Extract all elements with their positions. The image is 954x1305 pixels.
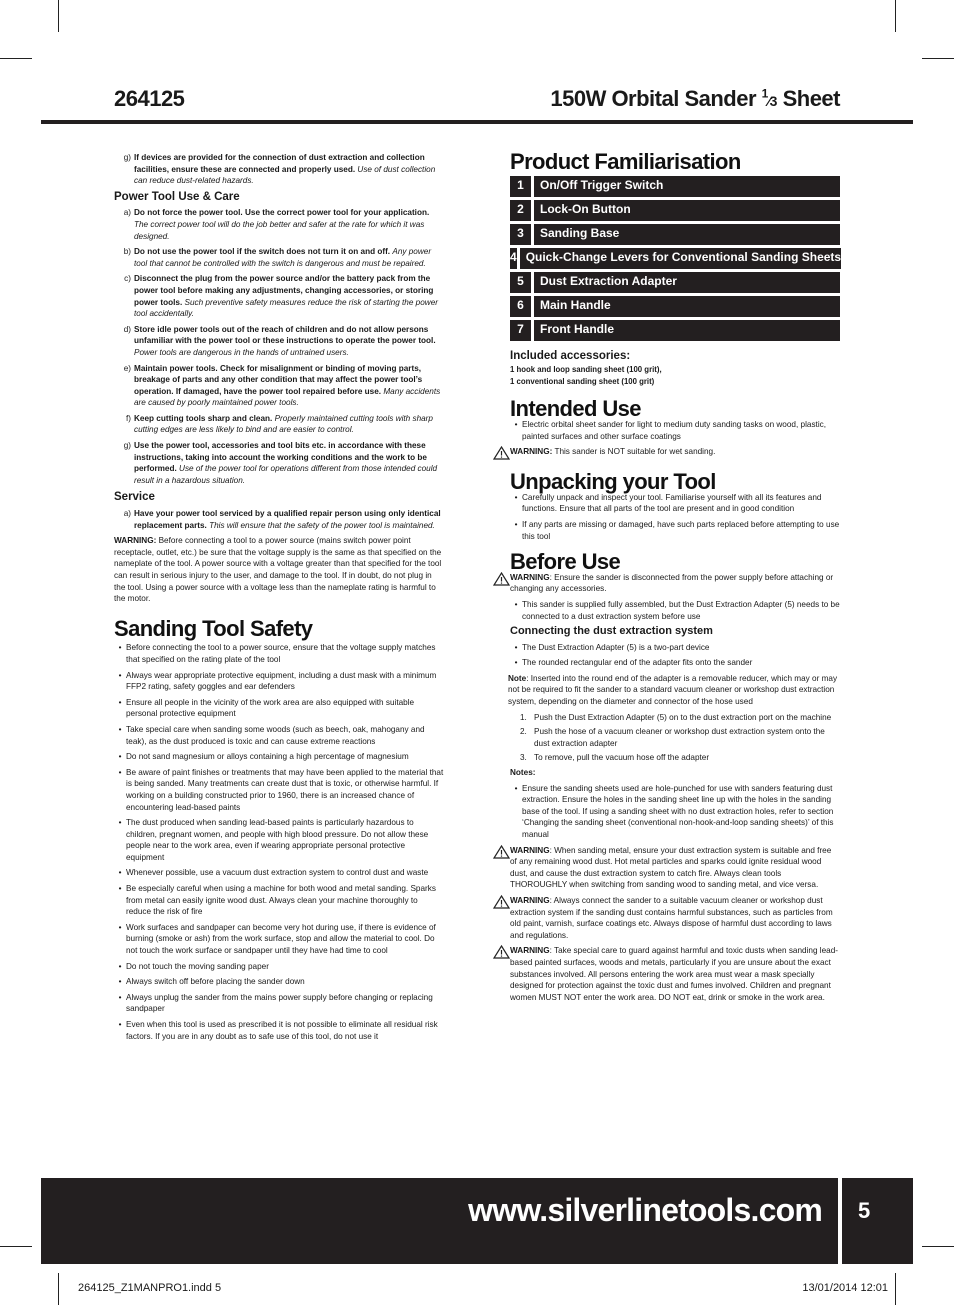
- service-item: a) Have your power tool serviced by a qualified repair person using only identical replacement parts. This will ensure that the safety of the power tool is maintained.: [123, 509, 441, 530]
- power-tool-item: f) Keep cutting tools sharp and clean. Properly maintained cutting tools with sharp cutting edges are less likely to bind and are easier to control.: [125, 413, 433, 435]
- part-number: 6: [510, 296, 531, 317]
- part-label: On/Off Trigger Switch: [534, 176, 840, 197]
- power-tool-item: g) Use the power tool, accessories and tool bits etc. in accordance with these instructions, taking into account the working conditions and the work to be performed. Use of the power tool for operations different from those intended could result in a hazardous situation.: [123, 441, 438, 485]
- service-heading: Service: [114, 491, 155, 504]
- bullet-item: • Take special care when sanding some woods (such as beech, oak, mahogany and teak), as the dust produced is toxic and can cause extreme reactions: [118, 724, 425, 746]
- left-column: [114, 152, 444, 1046]
- sanding-safety-heading: Sanding Tool Safety: [114, 615, 313, 641]
- part-label: Lock-On Button: [534, 200, 840, 221]
- bullet-item: • Always switch off before placing the sander down: [118, 977, 305, 987]
- part-row: [510, 272, 840, 293]
- part-label: Dust Extraction Adapter: [534, 272, 840, 293]
- part-row: [510, 248, 840, 269]
- accessories-line: 1 hook and loop sanding sheet (100 grit),: [510, 365, 662, 375]
- bullet-item: • Before connecting the tool to a power source, ensure that the voltage supply matches that specified on the rating plate of the tool: [118, 643, 436, 664]
- intended-use-heading: Intended Use: [510, 396, 641, 422]
- power-tool-item: e) Maintain power tools. Check for misalignment or binding of moving parts, breakage of parts and any other condition that may affect the power tool’s operation. If damaged, have the power tool repaired before use. Many accidents are caused by poorly maintained power tools.: [123, 363, 441, 408]
- bullet-item: • Whenever possible, use a vacuum dust extraction system to control dust and waste: [118, 868, 429, 878]
- warning-triangle-icon: [493, 446, 510, 460]
- part-label: Main Handle: [534, 296, 840, 317]
- date-slug: 13/01/2014 12:01: [802, 1282, 888, 1294]
- file-slug: 264125_Z1MANPRO1.indd 5: [78, 1282, 222, 1294]
- bullet-item: • The dust produced when sanding lead-based paints is particularly hazardous to children, pregnant women, and people with high blood pressure. Do not allow these people near to the work area, even if wearing appropriate personal protective equipment: [118, 818, 429, 862]
- part-number: 1: [510, 176, 531, 197]
- crop-mark: [0, 1246, 32, 1247]
- unpacking-heading: Unpacking your Tool: [510, 469, 716, 495]
- right-column: [508, 149, 842, 1007]
- part-row: [510, 296, 840, 317]
- before-use-heading: Before Use: [510, 549, 621, 575]
- step-item: 3. To remove, pull the vacuum hose off the adapter: [520, 753, 710, 763]
- bullet-item: • Be especially careful when using a machine for both wood and metal sanding. Sparks from metal can easily ignite wood dust. Always clean your machine thoroughly to reduce the risk of fire: [118, 884, 436, 917]
- warning-triangle-icon: [493, 572, 510, 586]
- bullet-item: • The rounded rectangular end of the adapter fits onto the sander: [514, 658, 753, 668]
- part-label: Front Handle: [534, 320, 840, 341]
- step-item: 2. Push the hose of a vacuum cleaner or workshop dust extraction system onto the dust extraction adapter: [520, 727, 825, 748]
- crop-mark: [58, 1273, 59, 1305]
- website-url[interactable]: www.silverlinetools.com: [468, 1192, 822, 1228]
- part-row: [510, 200, 840, 221]
- part-label: Sanding Base: [534, 224, 840, 245]
- warning-triangle-icon: [493, 845, 510, 859]
- part-number: 7: [510, 320, 531, 341]
- bullet-item: • If any parts are missing or damaged, have such parts replaced before attempting to use this tool: [514, 519, 840, 541]
- part-label: Quick-Change Levers for Conventional Sanding Sheets: [520, 248, 841, 269]
- bullet-item: • Ensure all people in the vicinity of the work area are also equipped with suitable personal protective equipment: [118, 697, 415, 719]
- bullet-item: • Always unplug the sander from the mains power supply before changing or replacing sandpaper: [118, 992, 433, 1014]
- crop-mark: [0, 58, 32, 59]
- power-tool-item: c) Disconnect the plug from the power source and/or the battery pack from the power tool before making any adjustments, changing accessories, or storing power tools. Such preventive safety measures reduce the risk of starting the power tool accidentally.: [124, 274, 438, 319]
- sanding-safety-list: [114, 642, 444, 1042]
- bullet-item: • Do not sand magnesium or alloys containing a high percentage of magnesium: [118, 752, 409, 762]
- part-number: 3: [510, 224, 531, 245]
- bullet-item: • Even when this tool is used as prescribed it is not possible to eliminate all residual risk factors. If you are in any doubt as to safe use of this tool, do not use it: [118, 1020, 438, 1041]
- power-tool-item: a) Do not force the power tool. Use the correct power tool for your application. The correct power tool will do the job better and safer at the rate for which it was designed.: [123, 208, 430, 241]
- note-paragraph: Note: Inserted into the round end of the adapter is a removable reducer, which may or may not be required to fit the sander to a standard vacuum cleaner or workshop dust extraction system, depending on the diameter and connector of the hose used: [508, 673, 838, 707]
- accessories-heading: Included accessories:: [510, 349, 631, 362]
- step-item: 1. Push the Dust Extraction Adapter (5) on to the dust extraction port on the machine: [520, 712, 832, 722]
- accessories-line: 1 conventional sanding sheet (100 grit): [510, 376, 655, 386]
- bullet-item: • Carefully unpack and inspect your tool. Familiarise yourself with all its features and functions. Ensure that all parts of the tool are present and in good condition: [514, 492, 822, 514]
- product-familiarisation-heading: Product Familiarisation: [510, 149, 741, 174]
- bullet-item: • Always wear appropriate protective equipment, including a dust mask with a minimum FFP2 rating, safety goggles and ear defenders: [118, 670, 437, 692]
- safety-item: g) If devices are provided for the connection of dust extraction and collection facilities, ensure these are connected and properly used. Use of dust collection can reduce dust-related hazards.: [123, 153, 436, 186]
- crop-mark: [922, 1246, 954, 1247]
- warning-triangle-icon: [493, 895, 510, 909]
- part-row: [510, 176, 840, 197]
- voltage-warning: WARNING: Before connecting a tool to a power source (mains switch power point receptacle, outlet, etc.) be sure that the voltage supply is the same as that specified on the nameplate of the tool. A power source with a voltage greater than that specified for the tool can result in serious injury to the user, and damage to the tool. If in doubt, do not plug in the tool. Using a power source with a voltage less than the nameplate rating is harmful to the motor.: [114, 536, 442, 604]
- warning-triangle-icon: [493, 945, 510, 959]
- notes-label: Notes:: [510, 768, 536, 778]
- bullet-item: • Be aware of paint finishes or treatments that may have been applied to the material that is being sanded. Many treatments can create dust that is toxic, or otherwise harmful. If working on a building constructed prior to 1960, there is an increased chance of encountering lead-based paints: [118, 767, 444, 812]
- product-code: 264125: [114, 86, 185, 111]
- crop-mark: [895, 0, 896, 32]
- bullet-item: • This sander is supplied fully assembled, but the Dust Extraction Adapter (5) needs to be connected to a dust extraction system before use: [514, 599, 840, 621]
- part-row: [510, 224, 840, 245]
- warnings-list: [510, 845, 840, 1004]
- bullet-item: • The Dust Extraction Adapter (5) is a two-part device: [514, 642, 710, 652]
- warning-line: WARNING: Always connect the sander to a suitable vacuum cleaner or workshop dust extraction system if the sanding dust contains harmful substances, such as particles from old paint, varnish, surface coatings etc. Always dispose of harmful dust according to laws and regulations.: [493, 895, 840, 941]
- page-number: 5: [858, 1198, 871, 1223]
- warning-line: WARNING: Ensure the sander is disconnected from the power supply before attaching or changing any accessories.: [493, 572, 840, 595]
- part-number: 4: [510, 248, 517, 269]
- part-number: 2: [510, 200, 531, 221]
- crop-mark: [895, 1273, 896, 1305]
- crop-mark: [58, 0, 59, 32]
- bullet-item: • Work surfaces and sandpaper can become very hot during use, if there is evidence of burning (smoke or ash) from the work surface, stop and allow the material to cool. Do not touch the work surface or sandpaper until they have had time to cool: [118, 922, 436, 956]
- warning-line: WARNING: This sander is NOT suitable for wet sanding.: [493, 446, 840, 460]
- bullet-item: • Ensure the sanding sheets used are hole-punched for use with sanders featuring dust extraction. Ensure the holes in the sanding sheet line up with the holes in the sanding base of the tool. If using a sanding sheet with no dust extraction holes, refer to section ‘Changing the sanding sheet (conventional non-hook-and-loop sanding sheets)’ of this manual: [514, 783, 834, 839]
- bullet-item: • Electric orbital sheet sander for light to medium duty sanding tasks on wood, plastic, painted surfaces and other surface coatings: [514, 419, 827, 441]
- parts-list: [510, 176, 840, 341]
- part-row: [510, 320, 840, 341]
- warning-line: WARNING: When sanding metal, ensure your dust extraction system is suitable and free of any remaining wood dust. Hot metal particles and sparks could ignite residual wood dust, and cause the dust extraction system to catch fire. Always clean tools THOROUGHLY when switching from sanding wood to sanding metal, and vice versa.: [493, 845, 840, 891]
- power-tool-item: d) Store idle power tools out of the reach of children and do not allow persons unfamiliar with the power tool or these instructions to operate the power tool. Power tools are dangerous in the hands of untrained users.: [123, 324, 436, 357]
- crop-mark: [922, 58, 954, 59]
- power-tool-list: [114, 207, 444, 486]
- warning-line: WARNING: Take special care to guard against harmful and toxic dusts when sanding lead-based painted surfaces, woods and metals, particularly if you are unsure about the exact substances involved. All persons entering the work area must wear a mask specially designed for protection against the toxic dust and fumes involved. Children and pregnant women MUST NOT enter the work area. DO NOT eat, drink or smoke in the work area.: [493, 945, 840, 1003]
- page-title: 150W Orbital Sander $^1$⁄3 Sheet: [550, 86, 840, 111]
- bullet-item: • Do not touch the moving sanding paper: [118, 961, 269, 971]
- part-number: 5: [510, 272, 531, 293]
- header-rule: [41, 120, 913, 124]
- power-tool-item: b) Do not use the power tool if the switch does not turn it on and off. Any power tool that cannot be controlled with the switch is dangerous and must be repaired.: [123, 247, 432, 268]
- footer-divider: [838, 1178, 842, 1264]
- steps-list: [510, 712, 840, 764]
- connecting-heading: Connecting the dust extraction system: [510, 625, 713, 638]
- power-tool-heading: Power Tool Use & Care: [114, 190, 240, 203]
